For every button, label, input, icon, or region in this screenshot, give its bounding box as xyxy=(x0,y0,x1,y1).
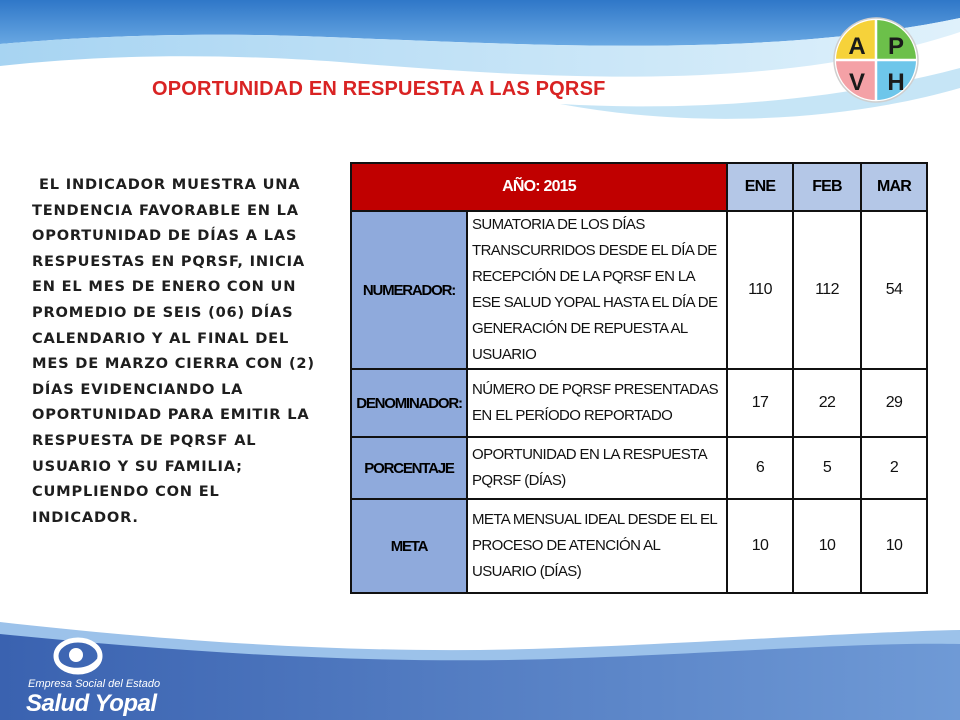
row-description: OPORTUNIDAD EN LA RESPUESTA PQRSF (DÍAS) xyxy=(467,437,727,499)
value-feb: 112 xyxy=(793,211,861,369)
value-feb: 22 xyxy=(793,369,861,437)
table-row-porcentaje xyxy=(351,437,927,499)
value-feb: 5 xyxy=(793,437,861,499)
row-description: NÚMERO DE PQRSF PRESENTADAS EN EL PERÍODO REPORTADO xyxy=(467,369,727,437)
indicator-table xyxy=(350,162,928,594)
pdca-cycle-logo xyxy=(832,16,920,104)
month-header-feb: FEB xyxy=(793,163,861,211)
table-header-row xyxy=(351,163,927,211)
pdca-letter-p: P xyxy=(887,33,905,60)
table-row-meta xyxy=(351,499,927,593)
row-label: PORCENTAJE xyxy=(351,437,467,499)
value-mar: 54 xyxy=(861,211,927,369)
row-label: DENOMINADOR: xyxy=(351,369,467,437)
org-subtitle: Empresa Social del Estado xyxy=(28,678,161,690)
org-name: Salud Yopal xyxy=(26,690,157,717)
value-mar: 10 xyxy=(861,499,927,593)
value-feb: 10 xyxy=(793,499,861,593)
value-ene: 17 xyxy=(727,369,793,437)
value-mar: 2 xyxy=(861,437,927,499)
row-label: META xyxy=(351,499,467,593)
pdca-letter-v: V xyxy=(848,69,866,96)
month-header-ene: ENE xyxy=(727,163,793,211)
top-wave-decoration xyxy=(0,0,960,140)
value-ene: 110 xyxy=(727,211,793,369)
pdca-letter-a: A xyxy=(848,33,866,60)
value-ene: 6 xyxy=(727,437,793,499)
row-description: SUMATORIA DE LOS DÍAS TRANSCURRIDOS DESDE EL DÍA DE RECEPCIÓN DE LA PQRSF EN LA ESE SALUD YOPAL HASTA EL DÍA DE GENERACIÓN DE REPUESTA AL USUARIO xyxy=(467,211,727,369)
month-header-mar: MAR xyxy=(861,163,927,211)
pdca-letter-h: H xyxy=(887,69,905,96)
value-ene: 10 xyxy=(727,499,793,593)
row-label: NUMERADOR: xyxy=(351,211,467,369)
year-header: AÑO: 2015 xyxy=(351,163,727,211)
value-mar: 29 xyxy=(861,369,927,437)
table-row-numerador xyxy=(351,211,927,369)
table-row-denominador xyxy=(351,369,927,437)
indicator-description: EL INDICADOR MUESTRA UNA TENDENCIA FAVORABLE EN LA OPORTUNIDAD DE DÍAS A LAS RESPUESTAS EN PQRSF, INICIA EN EL MES DE ENERO CON UN PROMEDIO DE SEIS (06) DÍAS CALENDARIO Y AL FINAL DEL MES DE MARZO CIERRA CON (2) DÍAS EVIDENCIANDO LA OPORTUNIDAD PARA EMITIR LA RESPUESTA DE PQRSF AL USUARIO Y SU FAMILIA; CUMPLIENDO CON EL INDICADOR. xyxy=(32,176,315,526)
row-description: META MENSUAL IDEAL DESDE EL EL PROCESO DE ATENCIÓN AL USUARIO (DÍAS) xyxy=(467,499,727,593)
page-title: OPORTUNIDAD EN RESPUESTA A LAS PQRSF xyxy=(152,78,606,100)
